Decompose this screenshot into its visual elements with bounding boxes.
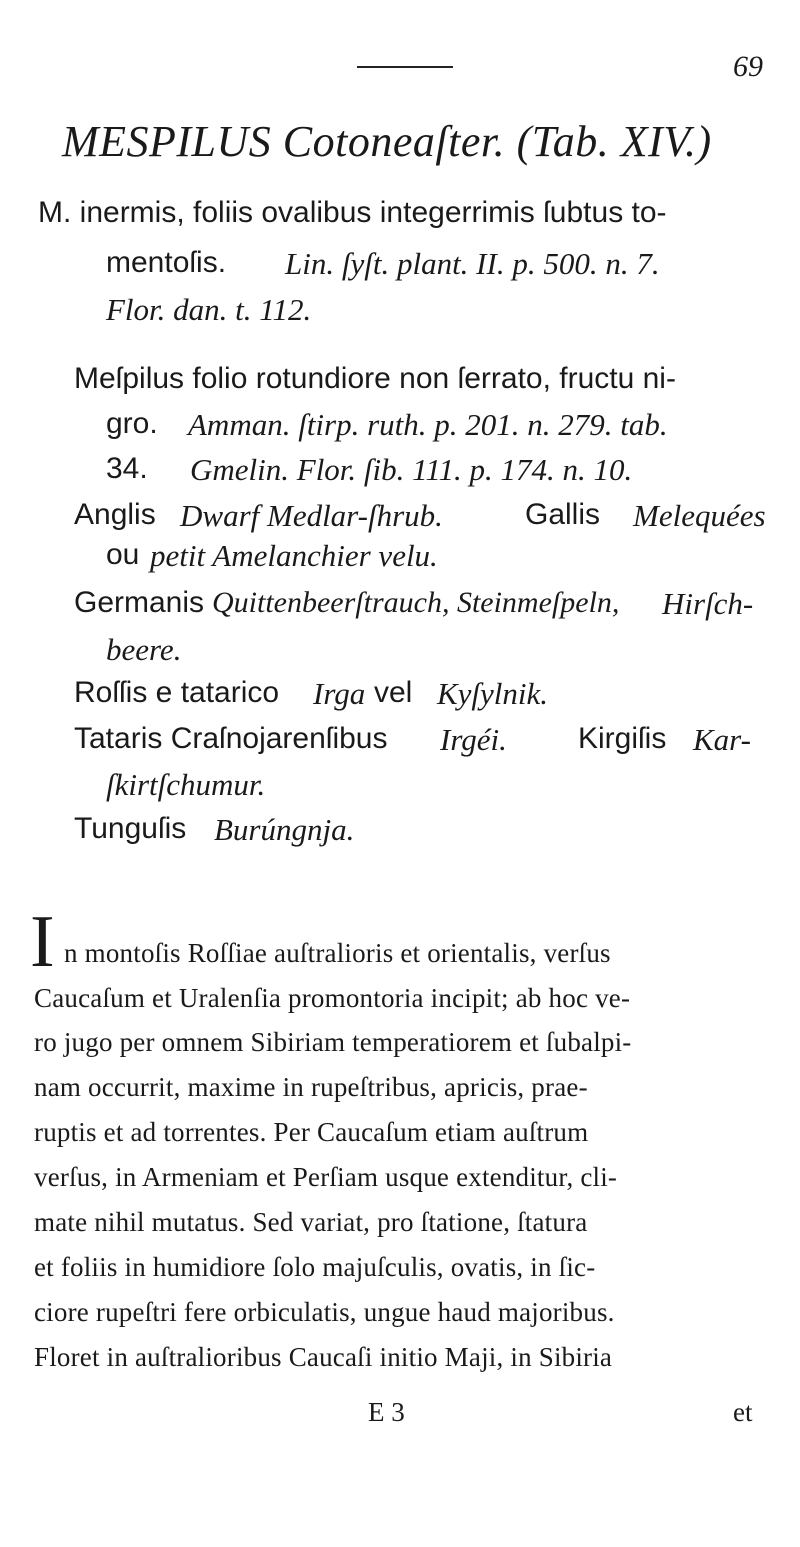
body-line-3: ro jugo per omnem Sibiriam temperatiorem et ſubalpi- bbox=[34, 1027, 632, 1057]
signature-mark: E 3 bbox=[368, 1397, 405, 1427]
gallis-ou: ou bbox=[106, 538, 140, 571]
kirgisis-name-2: ſkirtſchumur. bbox=[106, 767, 266, 802]
tungusis-label: Tunguſis bbox=[74, 812, 187, 845]
entry-line-1: M. inermis, foliis ovalibus integerrimis ſubtus to- bbox=[38, 196, 667, 229]
entry-line-2b: Lin. ſyſt. plant. II. p. 500. n. 7. bbox=[285, 246, 660, 281]
body-line-4: nam occurrit, maxime in rupeſtribus, apricis, prae- bbox=[34, 1072, 588, 1102]
synonym-line-3b: Gmelin. Flor. ſib. 111. p. 174. n. 10. bbox=[190, 452, 633, 487]
rossis-name-2: Kyſylnik. bbox=[437, 676, 549, 711]
gallis-label: Gallis bbox=[525, 498, 601, 531]
synonym-line-3a: 34. bbox=[106, 452, 148, 485]
entry-line-2a: mentoſis. bbox=[106, 246, 227, 279]
synonym-line-2b: Amman. ſtirp. ruth. p. 201. n. 279. tab. bbox=[188, 407, 668, 442]
tataris-name: Irgéi. bbox=[440, 722, 507, 757]
body-line-6: verſus, in Armeniam et Perſiam usque extenditur, cli- bbox=[34, 1162, 618, 1192]
kirgisis-label: Kirgiſis bbox=[578, 722, 667, 755]
germanis-label: Germanis bbox=[74, 586, 205, 619]
germanis-name: Quittenbeerſtrauch, Steinmeſpeln, bbox=[212, 586, 620, 619]
body-line-1: n montoſis Roſſiae auſtralioris et orientalis, verſus bbox=[64, 938, 611, 968]
germanis-name-2: Hirſch- bbox=[662, 586, 754, 621]
entry-line-3: Flor. dan. t. 112. bbox=[106, 292, 312, 327]
body-line-5: ruptis et ad torrentes. Per Caucaſum etiam auſtrum bbox=[34, 1117, 589, 1147]
gallis-name: Melequées bbox=[633, 498, 766, 533]
body-line-7: mate nihil mutatus. Sed variat, pro ſtatione, ſtatura bbox=[34, 1207, 588, 1237]
germanis-name-3: beere. bbox=[106, 632, 182, 667]
synonym-line-2a: gro. bbox=[106, 407, 158, 440]
body-line-10: Floret in auſtralioribus Caucaſi initio Maji, in Sibiria bbox=[34, 1342, 613, 1372]
synonym-line-1: Meſpilus folio rotundiore non ſerrato, fructu ni- bbox=[74, 362, 676, 395]
rossis-label: Roſſis e tatarico bbox=[74, 676, 280, 709]
tungusis-name: Burúngnja. bbox=[214, 812, 355, 847]
anglis-label: Anglis bbox=[74, 498, 156, 531]
body-line-9: ciore rupeſtri fere orbiculatis, ungue haud majoribus. bbox=[34, 1297, 615, 1327]
page-number: 69 bbox=[733, 50, 763, 83]
rossis-vel: vel bbox=[374, 676, 413, 709]
kirgisis-name: Kar- bbox=[693, 722, 751, 757]
page-title: MESPILUS Cotoneaſter. (Tab. XIV.) bbox=[62, 117, 712, 166]
header-rule bbox=[357, 66, 453, 68]
body-line-8: et foliis in humidiore ſolo majuſculis, ovatis, in ſic- bbox=[34, 1252, 596, 1282]
drop-cap: I bbox=[30, 901, 55, 983]
tataris-label: Tataris Craſnojarenſibus bbox=[74, 722, 388, 755]
body-line-2: Caucaſum et Uralenſia promontoria incipit; ab hoc ve- bbox=[34, 983, 631, 1013]
catchword: et bbox=[733, 1397, 753, 1427]
anglis-name: Dwarf Medlar-ſhrub. bbox=[180, 498, 443, 533]
rossis-name: Irga bbox=[313, 676, 366, 711]
gallis-name-2: petit Amelanchier velu. bbox=[150, 538, 438, 573]
